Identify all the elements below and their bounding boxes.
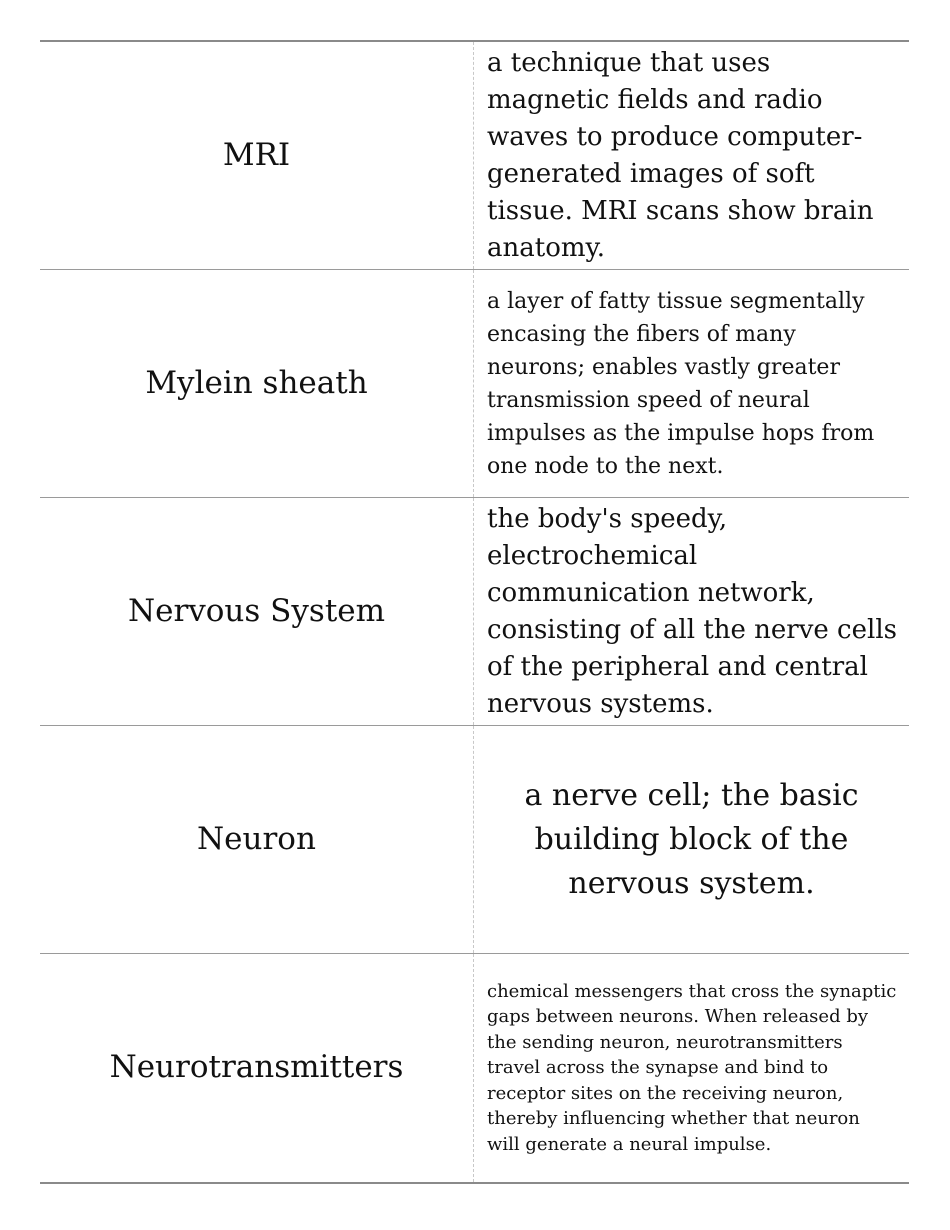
term-text: Neurotransmitters (109, 1049, 404, 1086)
flashcard-row (40, 726, 909, 954)
bottom-rule (40, 1182, 909, 1184)
definition-text: chemical messengers that cross the synaptic gaps between neurons. When released by the sending neuron, neurotransmitters travel across the synapse and bind to receptor sites on the receiving neuron, thereby influencing whether that neuron will generate a neural impulse. (487, 980, 897, 1155)
flashcard-row (40, 42, 909, 270)
card-definition (474, 42, 909, 269)
flashcard-row (40, 954, 909, 1182)
definition-text: a nerve cell; the basic building block of the nervous system. (524, 777, 859, 901)
definition-text: a technique that uses magnetic fields and radio waves to produce computer-generated images of soft tissue. MRI scans show brain anatomy. (487, 47, 874, 263)
term-text: Neuron (197, 820, 316, 857)
flashcard-sheet (40, 40, 909, 1184)
card-definition (474, 726, 909, 953)
card-definition (474, 498, 909, 725)
term-text: Mylein sheath (145, 364, 368, 401)
flashcard-row (40, 498, 909, 726)
term-text: MRI (222, 136, 291, 173)
card-term (40, 954, 474, 1182)
card-term (40, 42, 474, 269)
term-text: Nervous System (127, 592, 386, 629)
card-definition (474, 270, 909, 497)
definition-text: a layer of fatty tissue segmentally encasing the fibers of many neurons; enables vastly greater transmission speed of neural impulses as the impulse hops from one node to the next. (487, 288, 875, 479)
definition-text: the body's speedy, electrochemical communication network, consisting of all the nerve cells of the peripheral and central nervous systems. (487, 503, 897, 719)
card-term (40, 270, 474, 497)
card-definition (474, 954, 909, 1182)
card-term (40, 726, 474, 953)
card-term (40, 498, 474, 725)
flashcard-row (40, 270, 909, 498)
